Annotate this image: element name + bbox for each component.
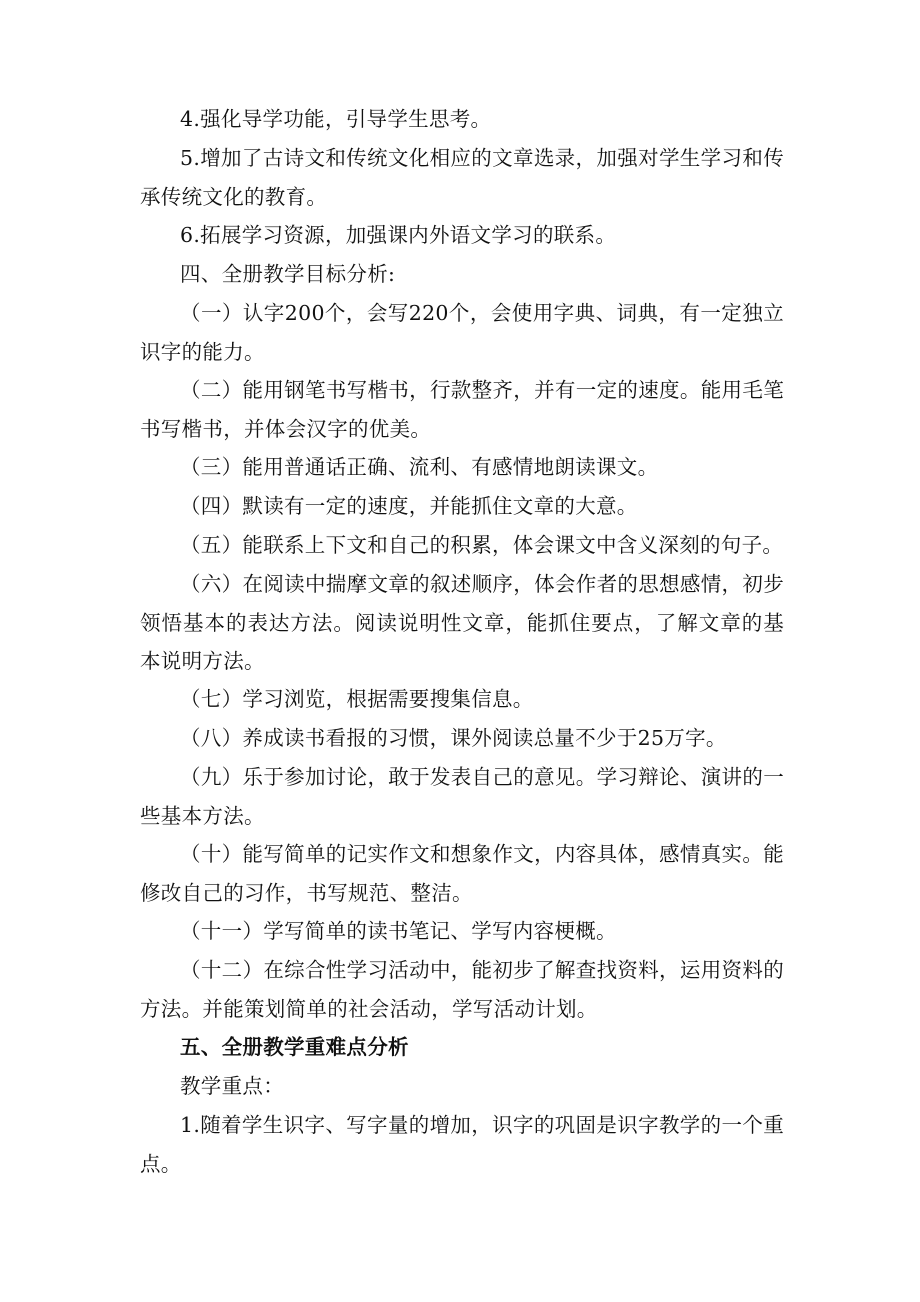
paragraph-learning-resources: 6.拓展学习资源，加强课内外语文学习的联系。 (180, 223, 617, 247)
goal-item-5: （五）能联系上下文和自己的积累，体会课文中含义深刻的句子。 (180, 533, 784, 557)
goal-item-10: （十）能写简单的记实作文和想象作文，内容具体，感情真实。能修改自己的习作，书写规范、整洁。 (140, 842, 784, 905)
paragraph-traditional-culture: 5.增加了古诗文和传统文化相应的文章选录，加强对学生学习和传承传统文化的教育。 (140, 146, 784, 209)
goal-item-1: （一）认字200个，会写220个，会使用字典、词典，有一定独立识字的能力。 (140, 301, 784, 364)
subheading-teaching-focus: 教学重点： (180, 1074, 284, 1098)
goal-item-11: （十一）学写简单的读书笔记、学写内容梗概。 (180, 919, 617, 943)
goal-item-9: （九）乐于参加讨论，敢于发表自己的意见。学习辩论、演讲的一些基本方法。 (140, 765, 784, 828)
paragraph-guide-function: 4.强化导学功能，引导学生思考。 (180, 107, 492, 131)
goal-item-12: （十二）在综合性学习活动中，能初步了解查找资料，运用资料的方法。并能策划简单的社会活动，学写活动计划。 (140, 958, 784, 1021)
goal-item-8: （八）养成读书看报的习惯，课外阅读总量不少于25万字。 (180, 726, 727, 750)
goal-item-7: （七）学习浏览，根据需要搜集信息。 (180, 687, 534, 711)
goal-item-6: （六）在阅读中揣摩文章的叙述顺序，体会作者的思想感情，初步领悟基本的表达方法。阅读说明性文章，能抓住要点，了解文章的基本说明方法。 (140, 572, 784, 673)
focus-item-1: 1.随着学生识字、写字量的增加，识字的巩固是识字教学的一个重点。 (140, 1113, 784, 1176)
goal-item-2: （二）能用钢笔书写楷书，行款整齐，并有一定的速度。能用毛笔书写楷书，并体会汉字的优美。 (140, 378, 784, 441)
goal-item-3: （三）能用普通话正确、流利、有感情地朗读课文。 (180, 455, 659, 479)
section-heading-key-difficulties: 五、全册教学重难点分析 (180, 1035, 409, 1059)
goal-item-4: （四）默读有一定的速度，并能抓住文章的大意。 (180, 494, 638, 518)
section-heading-teaching-goals: 四、全册教学目标分析: (180, 262, 396, 286)
